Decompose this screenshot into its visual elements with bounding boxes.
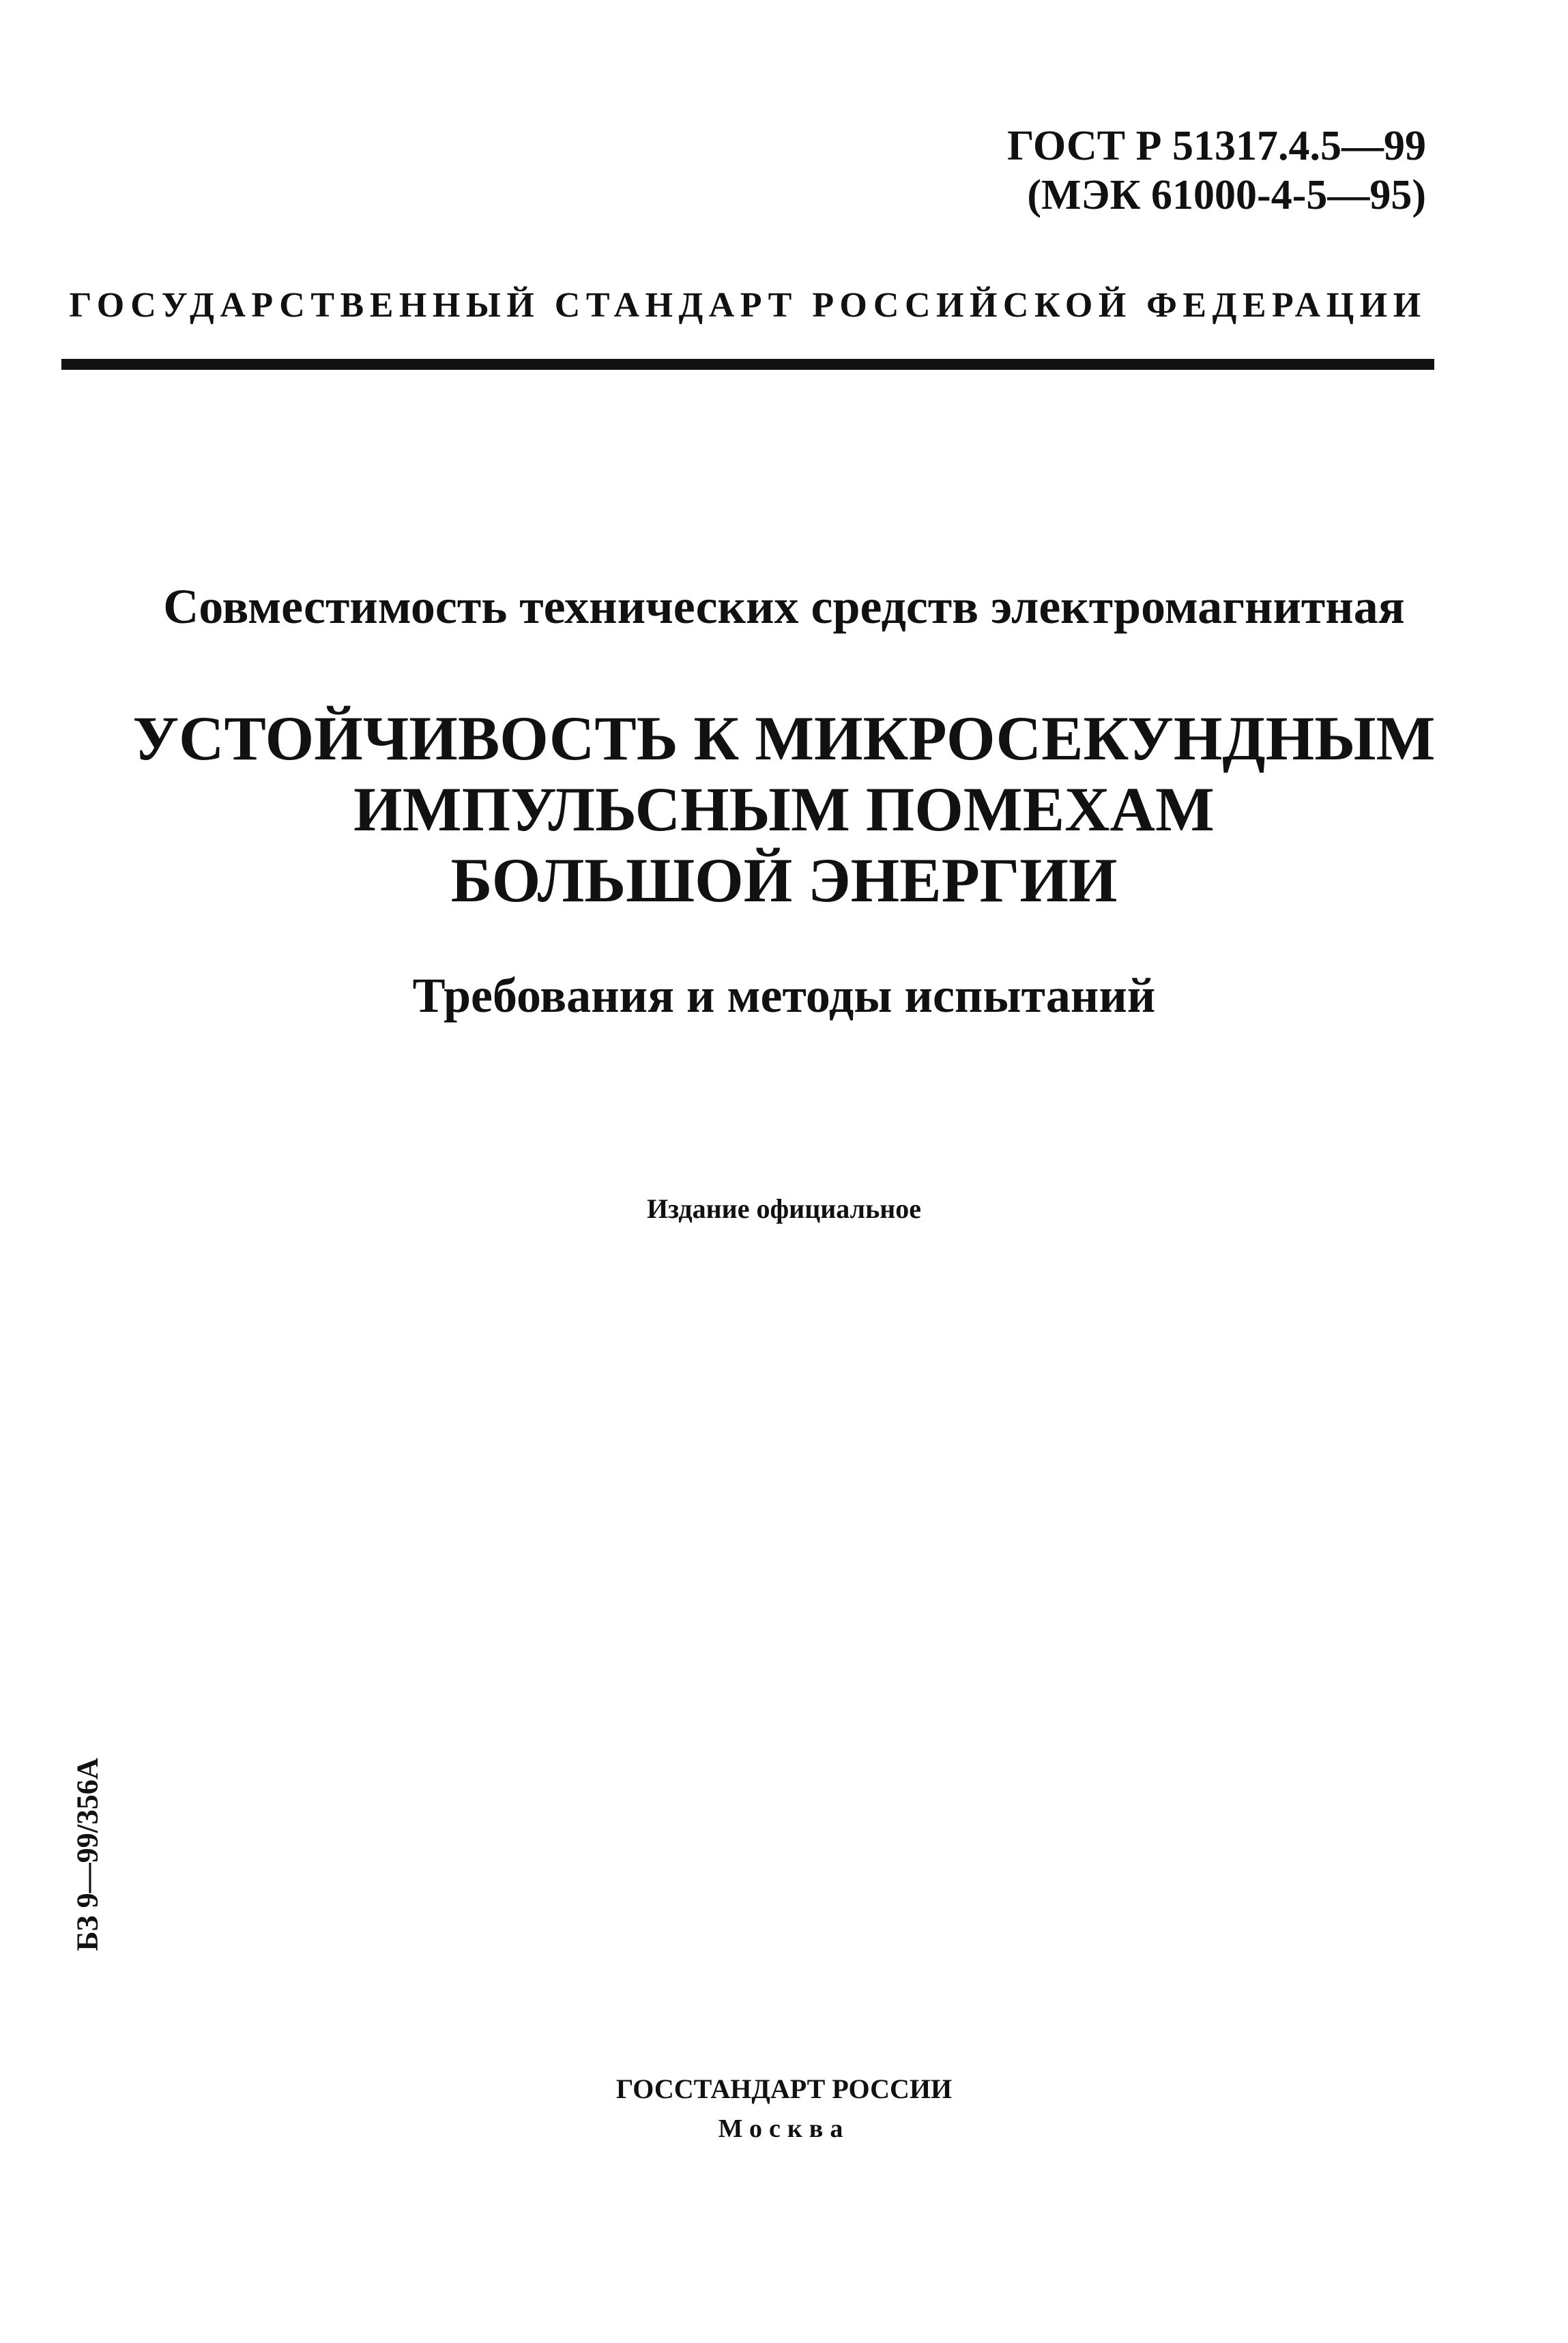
document-title: [0, 703, 1568, 916]
edition-label: Издание официальное: [646, 1193, 922, 1224]
publisher: ГОССТАНДАРТ РОССИИ: [615, 2073, 953, 2104]
title-line: БОЛЬШОЙ ЭНЕРГИИ: [450, 845, 1118, 915]
side-code: [67, 1711, 108, 1998]
organization-header: ГОСУДАРСТВЕННЫЙ СТАНДАРТ РОССИЙСКОЙ ФЕДЕРАЦИИ: [69, 286, 1427, 325]
side-code-text: БЗ 9—99/356А: [70, 1758, 104, 1951]
publication-city: Москва: [718, 2114, 850, 2143]
iec-number: (МЭК 61000-4-5—95): [1027, 172, 1426, 218]
title-line: ИМПУЛЬСНЫМ ПОМЕХАМ: [353, 774, 1215, 844]
standard-designation: [1007, 121, 1426, 220]
title-line: УСТОЙЧИВОСТЬ К МИКРОСЕКУНДНЫМ: [132, 703, 1436, 773]
header-rule: [61, 359, 1434, 370]
document-subject: Совместимость технических средств электромагнитная: [163, 579, 1405, 634]
standard-number: ГОСТ Р 51317.4.5—99: [1007, 123, 1426, 169]
document-subtitle: Требования и методы испытаний: [412, 968, 1156, 1023]
